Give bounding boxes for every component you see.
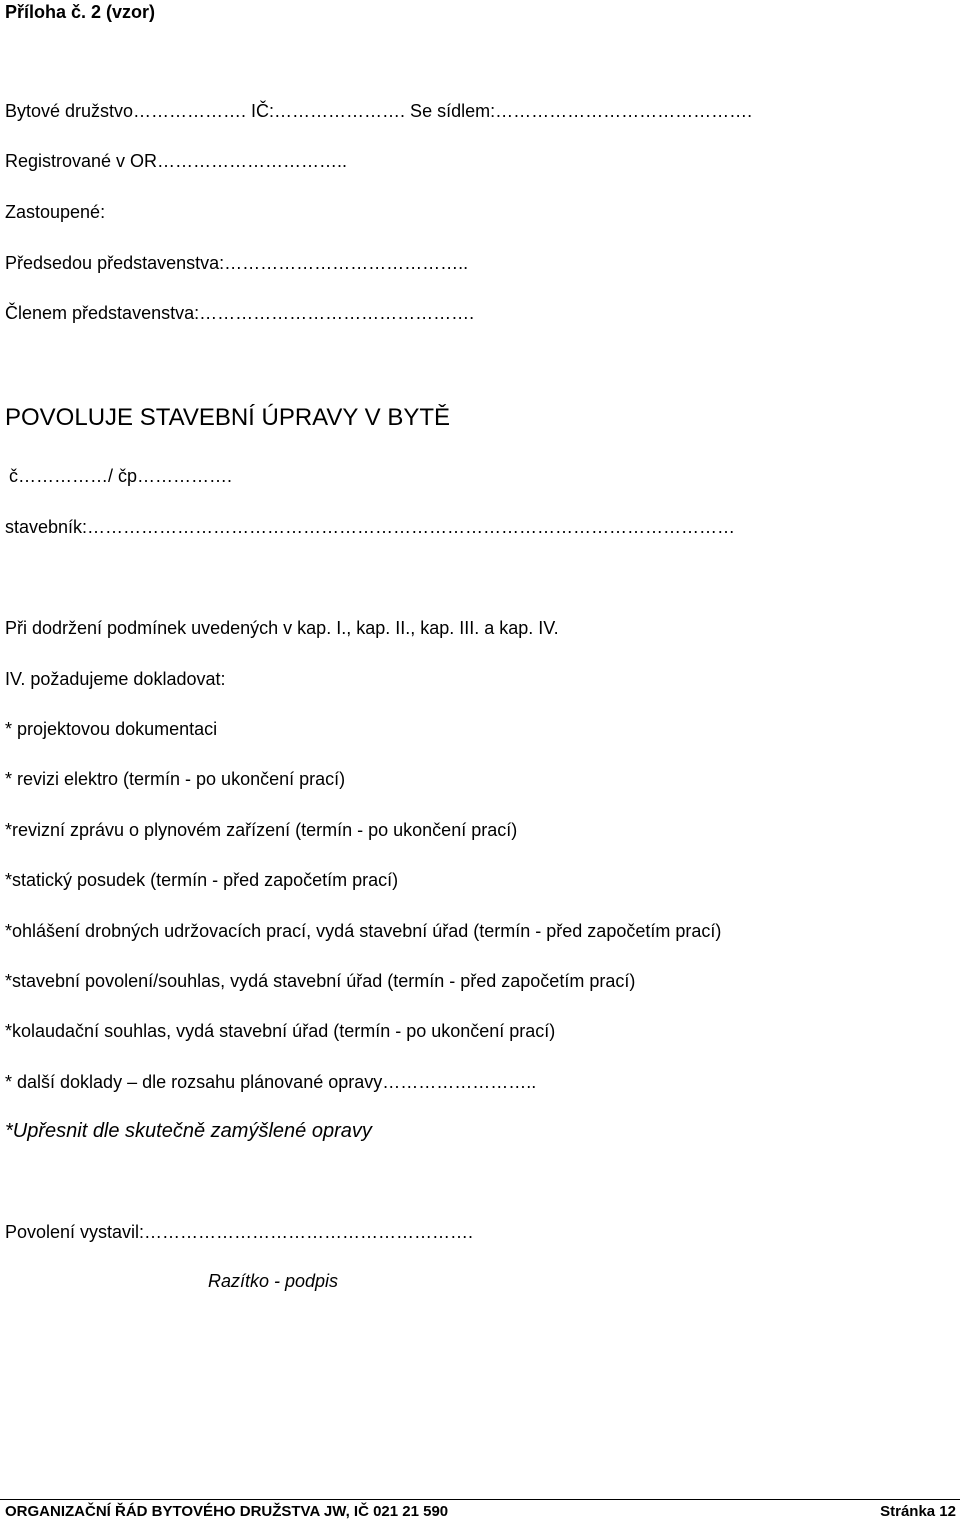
requirement-line: IV. požadujeme dokladovat: xyxy=(5,669,226,689)
document-item: *stavební povolení/souhlas, vydá stavební úřad (termín - před započetím prací) xyxy=(5,971,636,991)
member-line: Členem představenstva:………………………………………. xyxy=(5,303,475,323)
builder-line: stavebník:……………………………………………………………………………………………… xyxy=(5,517,736,537)
document-item: *statický posudek (termín - před započetím prací) xyxy=(5,870,399,890)
stamp-signature-label: Razítko - podpis xyxy=(208,1271,339,1291)
represented-line: Zastoupené: xyxy=(5,202,106,222)
footer-title: ORGANIZAČNÍ ŘÁD BYTOVÉHO DRUŽSTVA JW, IČ 021 21 590 xyxy=(5,1503,449,1520)
note-line: *Upřesnit dle skutečně zamýšlené opravy xyxy=(5,1120,372,1142)
registered-line: Registrované v OR………………………….. xyxy=(5,151,348,171)
document-item: * revizi elektro (termín - po ukončení prací) xyxy=(5,769,346,789)
chairman-line: Předsedou představenstva:………………………………….. xyxy=(5,253,469,273)
document-item: *ohlášení drobných udržovacích prací, vydá stavební úřad (termín - před započetím prací) xyxy=(5,921,722,941)
document-item: *revizní zprávu o plynovém zařízení (termín - po ukončení prací) xyxy=(5,820,518,840)
page-footer xyxy=(0,1499,960,1524)
cooperative-line: Bytové družstvo………………. IČ:…………………. Se sídlem:……………………………………. xyxy=(5,101,753,121)
flat-number-line: č……………/ čp……………. xyxy=(9,466,233,486)
page-number: Stránka 12 xyxy=(880,1503,956,1520)
document-item: * projektovou dokumentaci xyxy=(5,719,218,739)
document-item: *kolaudační souhlas, vydá stavební úřad (termín - po ukončení prací) xyxy=(5,1021,556,1041)
document-item: * další doklady – dle rozsahu plánované opravy…………………….. xyxy=(5,1072,537,1092)
document-title: POVOLUJE STAVEBNÍ ÚPRAVY V BYTĚ xyxy=(5,404,451,431)
conditions-intro: Při dodržení podmínek uvedených v kap. I., kap. II., kap. III. a kap. IV. xyxy=(5,618,559,638)
attachment-heading: Příloha č. 2 (vzor) xyxy=(5,2,156,22)
issued-by-line: Povolení vystavil:………………………………………………. xyxy=(5,1222,474,1242)
